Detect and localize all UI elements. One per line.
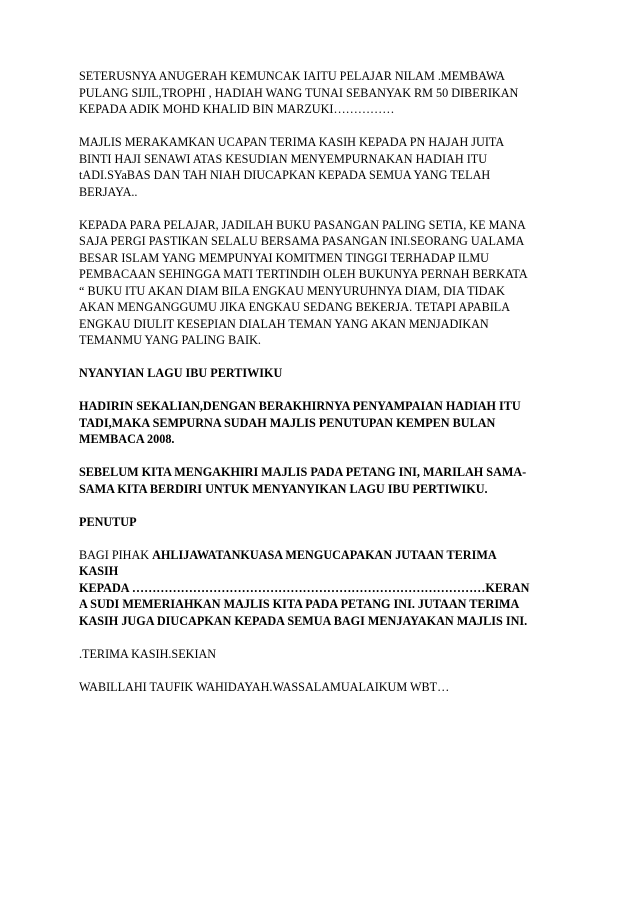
text-line: KEPADA PARA PELAJAR, JADILAH BUKU PASANGAN PALING SETIA, KE MANA xyxy=(79,217,526,232)
heading-closing-text: PENUTUP xyxy=(79,514,137,529)
text-line: A SUDI MEMERIAHKAN MAJLIS KITA PADA PETANG INI. JUTAAN TERIMA xyxy=(79,597,520,611)
text-line: BINTI HAJI SENAWI ATAS KESUDIAN MENYEMPURNAKAN HADIAH ITU xyxy=(79,151,487,166)
paragraph-thanks-guest xyxy=(79,134,569,200)
paragraph-stand-invitation xyxy=(79,464,569,497)
text-line: MEMBACA 2008. xyxy=(79,432,175,446)
text-line: “ BUKU ITU AKAN DIAM BILA ENGKAU MENYURUHNYA DIAM, DIA TIDAK xyxy=(79,283,505,298)
heading-song-text: NYANYIAN LAGU IBU PERTIWIKU xyxy=(79,366,283,380)
text-line: AKAN MENGANGGUMU JIKA ENGKAU SEDANG BEKERJA. TETAPI APABILA xyxy=(79,300,511,314)
text-line: SEBELUM KITA MENGAKHIRI MAJLIS PADA PETANG INI, MARILAH SAMA- xyxy=(79,465,527,479)
text-line: KASIH xyxy=(79,564,119,578)
text-line: PULANG SIJIL,TROPHI , HADIAH WANG TUNAI SEBANYAK RM 50 DIBERIKAN xyxy=(79,85,519,100)
text-line xyxy=(79,547,569,564)
text-line: SETERUSNYA ANUGERAH KEMUNCAK IAITU PELAJAR NILAM .MEMBAWA xyxy=(79,69,505,83)
text-line: BERJAYA.. xyxy=(79,184,138,199)
heading-song xyxy=(79,365,569,382)
text-line: SAJA PERGI PASTIKAN SELALU BERSAMA PASANGAN INI.SEORANG UALAMA xyxy=(79,234,525,248)
text-line: TEMANMU YANG PALING BAIK. xyxy=(79,333,261,347)
paragraph-salutation xyxy=(79,679,569,696)
paragraph-advice xyxy=(79,217,569,349)
text-line: SAMA KITA BERDIRI UNTUK MENYANYIKAN LAGU IBU PERTIWIKU. xyxy=(79,481,488,496)
text-line: KEPADA ……………………………………………………………………………KERAN xyxy=(79,580,530,595)
paragraph-thanks-end xyxy=(79,646,569,663)
text-line: BESAR ISLAM YANG MEMPUNYAI KOMITMEN TINGGI TERHADAP ILMU xyxy=(79,250,489,265)
document-body xyxy=(79,68,569,712)
paragraph-committee-thanks xyxy=(79,547,569,630)
text-line: tADI.SYaBAS DAN TAH NIAH DIUCAPKAN KEPADA SEMUA YANG TELAH xyxy=(79,168,491,182)
text-line: PEMBACAAN SEHINGGA MATI TERTINDIH OLEH BUKUNYA PERNAH BERKATA xyxy=(79,267,528,281)
text-line: KEPADA ADIK MOHD KHALID BIN MARZUKI…………… xyxy=(79,102,395,116)
text-line: TADI,MAKA SEMPURNA SUDAH MAJLIS PENUTUPAN KEMPEN BULAN xyxy=(79,415,496,430)
text-line: .TERIMA KASIH.SEKIAN xyxy=(79,646,217,661)
text-line: ENGKAU DIULIT KESEPIAN DIALAH TEMAN YANG AKAN MENJADIKAN xyxy=(79,316,489,331)
paragraph-closing-announcement xyxy=(79,398,569,448)
paragraph-award xyxy=(79,68,569,118)
text-line: MAJLIS MERAKAMKAN UCAPAN TERIMA KASIH KEPADA PN HAJAH JUITA xyxy=(79,135,505,149)
text-line: KASIH JUGA DIUCAPKAN KEPADA SEMUA BAGI MENJAYAKAN MAJLIS INI. xyxy=(79,613,528,628)
text-line: HADIRIN SEKALIAN,DENGAN BERAKHIRNYA PENYAMPAIAN HADIAH ITU xyxy=(79,399,521,413)
text-bold: AHLIJAWATANKUASA MENGUCAPAKAN JUTAAN TERIMA xyxy=(152,547,497,562)
text-regular: BAGI PIHAK xyxy=(79,547,153,562)
heading-closing xyxy=(79,514,569,531)
text-line: WABILLAHI TAUFIK WAHIDAYAH.WASSALAMUALAIKUM WBT… xyxy=(79,679,450,694)
